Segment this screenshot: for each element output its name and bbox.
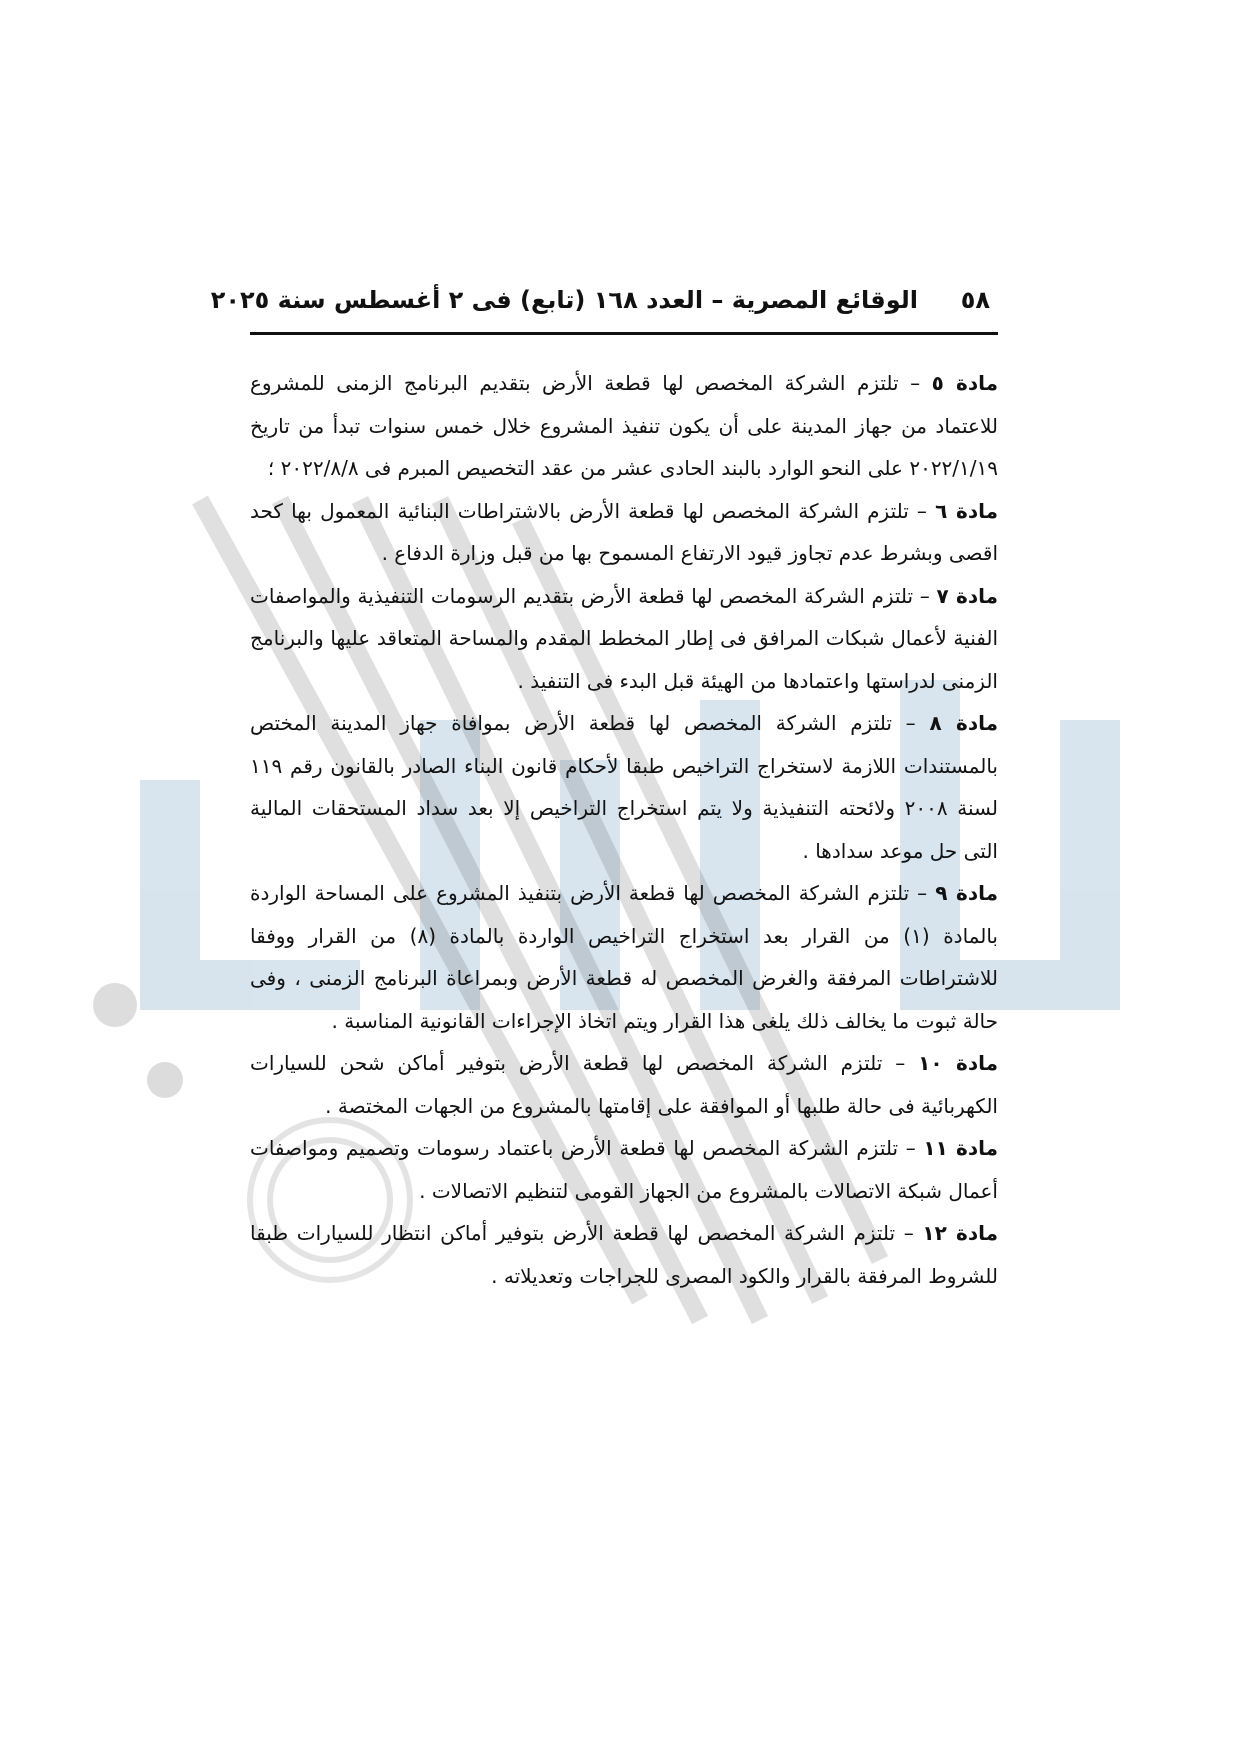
article-10 bbox=[250, 1042, 998, 1127]
article-label: مادة ١٠ bbox=[918, 1051, 998, 1075]
article-6 bbox=[250, 490, 998, 575]
article-text: – تلتزم الشركة المخصص لها قطعة الأرض باعتماد رسومات وتصميم ومواصفات أعمال شبكة الاتصالات بالمشروع من الجهاز القومى لتنظيم الاتصالات . bbox=[250, 1136, 998, 1203]
watermark-shape bbox=[140, 780, 200, 1010]
article-label: مادة ٧ bbox=[936, 583, 998, 608]
publication-title: الوقائع المصرية – العدد ١٦٨ (تابع) فى ٢ أغسطس سنة ٢٠٢٥ bbox=[210, 286, 918, 314]
page-header bbox=[210, 272, 998, 334]
article-text: – تلتزم الشركة المخصص لها قطعة الأرض بتقديم البرنامج الزمنى للمشروع للاعتماد من جهاز المدينة على أن يكون تنفيذ المشروع خلال خمس سنوات تبدأ من تاريخ ٢٠٢٢/١/١٩ على النحو الوارد بالبند الحادى عشر من عقد التخصيص المبرم فى ٢٠٢٢/٨/٨ ؛ bbox=[250, 371, 998, 480]
article-9 bbox=[250, 872, 998, 1042]
article-8 bbox=[250, 702, 998, 872]
article-text: – تلتزم الشركة المخصص لها قطعة الأرض بتقديم الرسومات التنفيذية والمواصفات الفنية لأعمال شبكات المرافق فى إطار المخطط المقدم والمساحة المتعاقد عليها والبرنامج الزمنى لدراستها واعتمادها من الهيئة قبل البدء فى التنفيذ . bbox=[250, 583, 998, 693]
article-11 bbox=[250, 1127, 998, 1212]
article-12 bbox=[250, 1212, 998, 1297]
watermark-dot bbox=[93, 983, 137, 1027]
article-label: مادة ١٢ bbox=[922, 1221, 998, 1245]
article-label: مادة ٦ bbox=[935, 498, 998, 523]
article-label: مادة ٩ bbox=[935, 881, 998, 905]
watermark-shape bbox=[1060, 720, 1120, 1010]
article-text: – تلتزم الشركة المخصص لها قطعة الأرض بموافاة جهاز المدينة المختص بالمستندات اللازمة لاستخراج التراخيص طبقا لأحكام قانون البناء الصادر بالقانون رقم ١١٩ لسنة ٢٠٠٨ ولائحته التنفيذية ولا يتم استخراج التراخيص إلا بعد سداد المستحقات المالية التى حل موعد سدادها . bbox=[250, 711, 998, 863]
document-body bbox=[250, 362, 998, 1297]
article-label: مادة ٥ bbox=[931, 371, 998, 395]
header-divider bbox=[250, 332, 998, 335]
watermark-dot bbox=[147, 1062, 183, 1098]
article-text: – تلتزم الشركة المخصص لها قطعة الأرض بتوفير أماكن انتظار للسيارات طبقا للشروط المرفقة بالقرار والكود المصرى للجراجات وتعديلاته . bbox=[250, 1221, 998, 1288]
article-7 bbox=[250, 575, 998, 703]
article-text: – تلتزم الشركة المخصص لها قطعة الأرض بتنفيذ المشروع على المساحة الواردة بالمادة (١) من القرار بعد استخراج التراخيص الواردة بالمادة (٨) من القرار ووفقا للاشتراطات المرفقة والغرض المخصص له قطعة الأرض وبمراعاة البرنامج الزمنى ، وفى حالة ثبوت ما يخالف ذلك يلغى هذا القرار ويتم اتخاذ الإجراءات القانونية المناسبة . bbox=[250, 881, 998, 1033]
page-number: ٥٨ bbox=[960, 286, 990, 314]
article-text: – تلتزم الشركة المخصص لها قطعة الأرض بتوفير أماكن شحن للسيارات الكهربائية فى حالة طلبها أو الموافقة على إقامتها بالمشروع من الجهات المختصة . bbox=[250, 1051, 998, 1118]
article-text: – تلتزم الشركة المخصص لها قطعة الأرض بالاشتراطات البنائية المعمول بها كحد اقصى وبشرط عدم تجاوز قيود الارتفاع المسموح بها من قبل وزارة الدفاع . bbox=[250, 498, 998, 565]
article-5 bbox=[250, 362, 998, 490]
article-label: مادة ١١ bbox=[923, 1136, 998, 1160]
article-label: مادة ٨ bbox=[929, 711, 998, 735]
